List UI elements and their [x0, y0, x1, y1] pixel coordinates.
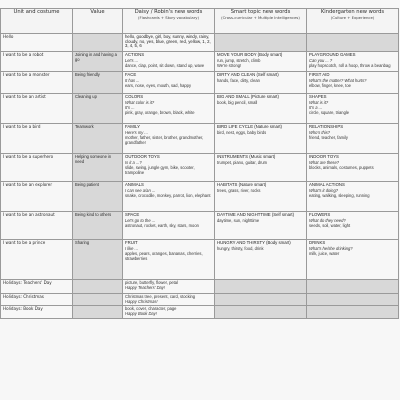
kinder-words: PLAYGROUND GAMES Can you ... ? play hopscotch, roll a hoop, throw a beanbag	[307, 52, 399, 72]
table-row	[1, 52, 399, 72]
table-row	[1, 306, 399, 318]
smart-words: MOVE YOUR BODY (Body smart) run, jump, stretch, climb We're strong!	[215, 52, 307, 72]
kinder-words	[307, 294, 399, 306]
unit-value: Cleaning up	[73, 94, 123, 124]
table-row	[1, 280, 399, 294]
smart-words: HUNGRY AND THIRSTY (Body smart) hungry, thirsty, food, drink	[215, 240, 307, 280]
header-value: Value	[73, 9, 123, 34]
smart-words	[215, 34, 307, 52]
header-smart: Smart topic new words (Cross-curricular + Multiple Intelligences)	[215, 9, 307, 34]
unit-value	[73, 34, 123, 52]
kinder-words	[307, 306, 399, 318]
unit-value: Joining in and having a go	[73, 52, 123, 72]
table-row	[1, 182, 399, 212]
kinder-words: RELATIONSHIPS Who's this? friend, teacher, family	[307, 124, 399, 154]
table-row	[1, 34, 399, 52]
table-row	[1, 212, 399, 240]
kinder-words: DRINKS What's he/she drinking? milk, juice, water	[307, 240, 399, 280]
daisy-words: picture, butterfly, flower, petal Happy Teachers' Day!	[123, 280, 215, 294]
smart-words	[215, 306, 307, 318]
kinder-words: SHAPES What is it? It's a ... circle, square, triangle	[307, 94, 399, 124]
header-kinder: Kindergarten new words (Culture + Experience)	[307, 9, 399, 34]
smart-words: INSTRUMENTS (Music smart) trumpet, piano, guitar, drum	[215, 154, 307, 182]
unit-name: Hello	[1, 34, 73, 52]
table-row	[1, 294, 399, 306]
daisy-words: ACTIONS Let's ... dance, clap, point, sit down, stand up, wave	[123, 52, 215, 72]
daisy-words: FRUIT I like ... apples, pears, oranges, bananas, cherries, strawberries	[123, 240, 215, 280]
kinder-words	[307, 34, 399, 52]
unit-name: I want to be a robot	[1, 52, 73, 72]
unit-value: Sharing	[73, 240, 123, 280]
unit-value	[73, 280, 123, 294]
unit-name: I want to be a prince	[1, 240, 73, 280]
daisy-words: FAMILY Here's my ... mother, father, sister, brother, grandmother, grandfather	[123, 124, 215, 154]
daisy-words: COLORS What color is it? It's ... pink, gray, orange, brown, black, white	[123, 94, 215, 124]
kinder-words: ANIMAL ACTIONS What's it doing? eating, walking, sleeping, running	[307, 182, 399, 212]
unit-value: Helping someone in need	[73, 154, 123, 182]
kinder-words: FIRST AID What's the matter? What hurts? elbow, finger, knee, toe	[307, 72, 399, 94]
unit-name: I want to be an explorer	[1, 182, 73, 212]
daisy-words: ANIMALS I can see a/an ... snake, crocodile, monkey, parrot, lion, elephant	[123, 182, 215, 212]
kinder-words	[307, 280, 399, 294]
smart-words: BIRD LIFE CYCLE (Nature smart) bird, nest, eggs, baby birds	[215, 124, 307, 154]
header-daisy: Daisy / Robin's new words (Flashcards + Story vocabulary)	[123, 9, 215, 34]
unit-name: I want to be a superhero	[1, 154, 73, 182]
smart-words: BIG AND SMALL (Picture smart) book, big pencil, small	[215, 94, 307, 124]
table-row	[1, 94, 399, 124]
unit-value: Being patient	[73, 182, 123, 212]
daisy-words: book, cover, character, page Happy Book Day!	[123, 306, 215, 318]
unit-name: Holidays: Teachers' Day	[1, 280, 73, 294]
table-row	[1, 154, 399, 182]
smart-words: DAYTIME AND NIGHTTIME (Self smart) daytime, sun, nighttime	[215, 212, 307, 240]
smart-words	[215, 294, 307, 306]
daisy-words: FACE It has ... ears, nose, eyes, mouth, sad, happy	[123, 72, 215, 94]
daisy-words: hello, goodbye, girl, boy, sunny, windy, rainy, cloudy, no, yes, blue, green, red, yellow, 1, 2, 3, 4, 5, 6	[123, 34, 215, 52]
kinder-words: INDOOR TOYS What are these? blocks, animals, costumes, puppets	[307, 154, 399, 182]
header-row	[1, 9, 399, 34]
unit-value: Being kind to others	[73, 212, 123, 240]
table-row	[1, 240, 399, 280]
daisy-words: OUTDOOR TOYS Is it a ...? slide, swing, jungle gym, bike, scooter, trampoline	[123, 154, 215, 182]
header-unit: Unit and costume	[1, 9, 73, 34]
unit-name: I want to be an astronaut	[1, 212, 73, 240]
daisy-words: Christmas tree, present, card, stocking Happy Christmas!	[123, 294, 215, 306]
unit-value	[73, 306, 123, 318]
daisy-words: SPACE Let's go to the ... astronaut, rocket, earth, sky, stars, moon	[123, 212, 215, 240]
smart-words: HABITATS (Nature smart) trees, grass, river, rocks	[215, 182, 307, 212]
table-row	[1, 124, 399, 154]
unit-name: I want to be a monster	[1, 72, 73, 94]
kinder-words: FLOWERS What do they need? seeds, soil, water, light	[307, 212, 399, 240]
curriculum-table	[0, 8, 399, 319]
smart-words: DIRTY AND CLEAN (Self smart) hands, face, dirty, clean	[215, 72, 307, 94]
unit-name: I want to be a bird	[1, 124, 73, 154]
unit-value: Being friendly	[73, 72, 123, 94]
table-row	[1, 72, 399, 94]
unit-value	[73, 294, 123, 306]
unit-name: I want to be an artist	[1, 94, 73, 124]
unit-name: Holidays: Book Day	[1, 306, 73, 318]
smart-words	[215, 280, 307, 294]
unit-name: Holidays: Christmas	[1, 294, 73, 306]
unit-value: Teamwork	[73, 124, 123, 154]
